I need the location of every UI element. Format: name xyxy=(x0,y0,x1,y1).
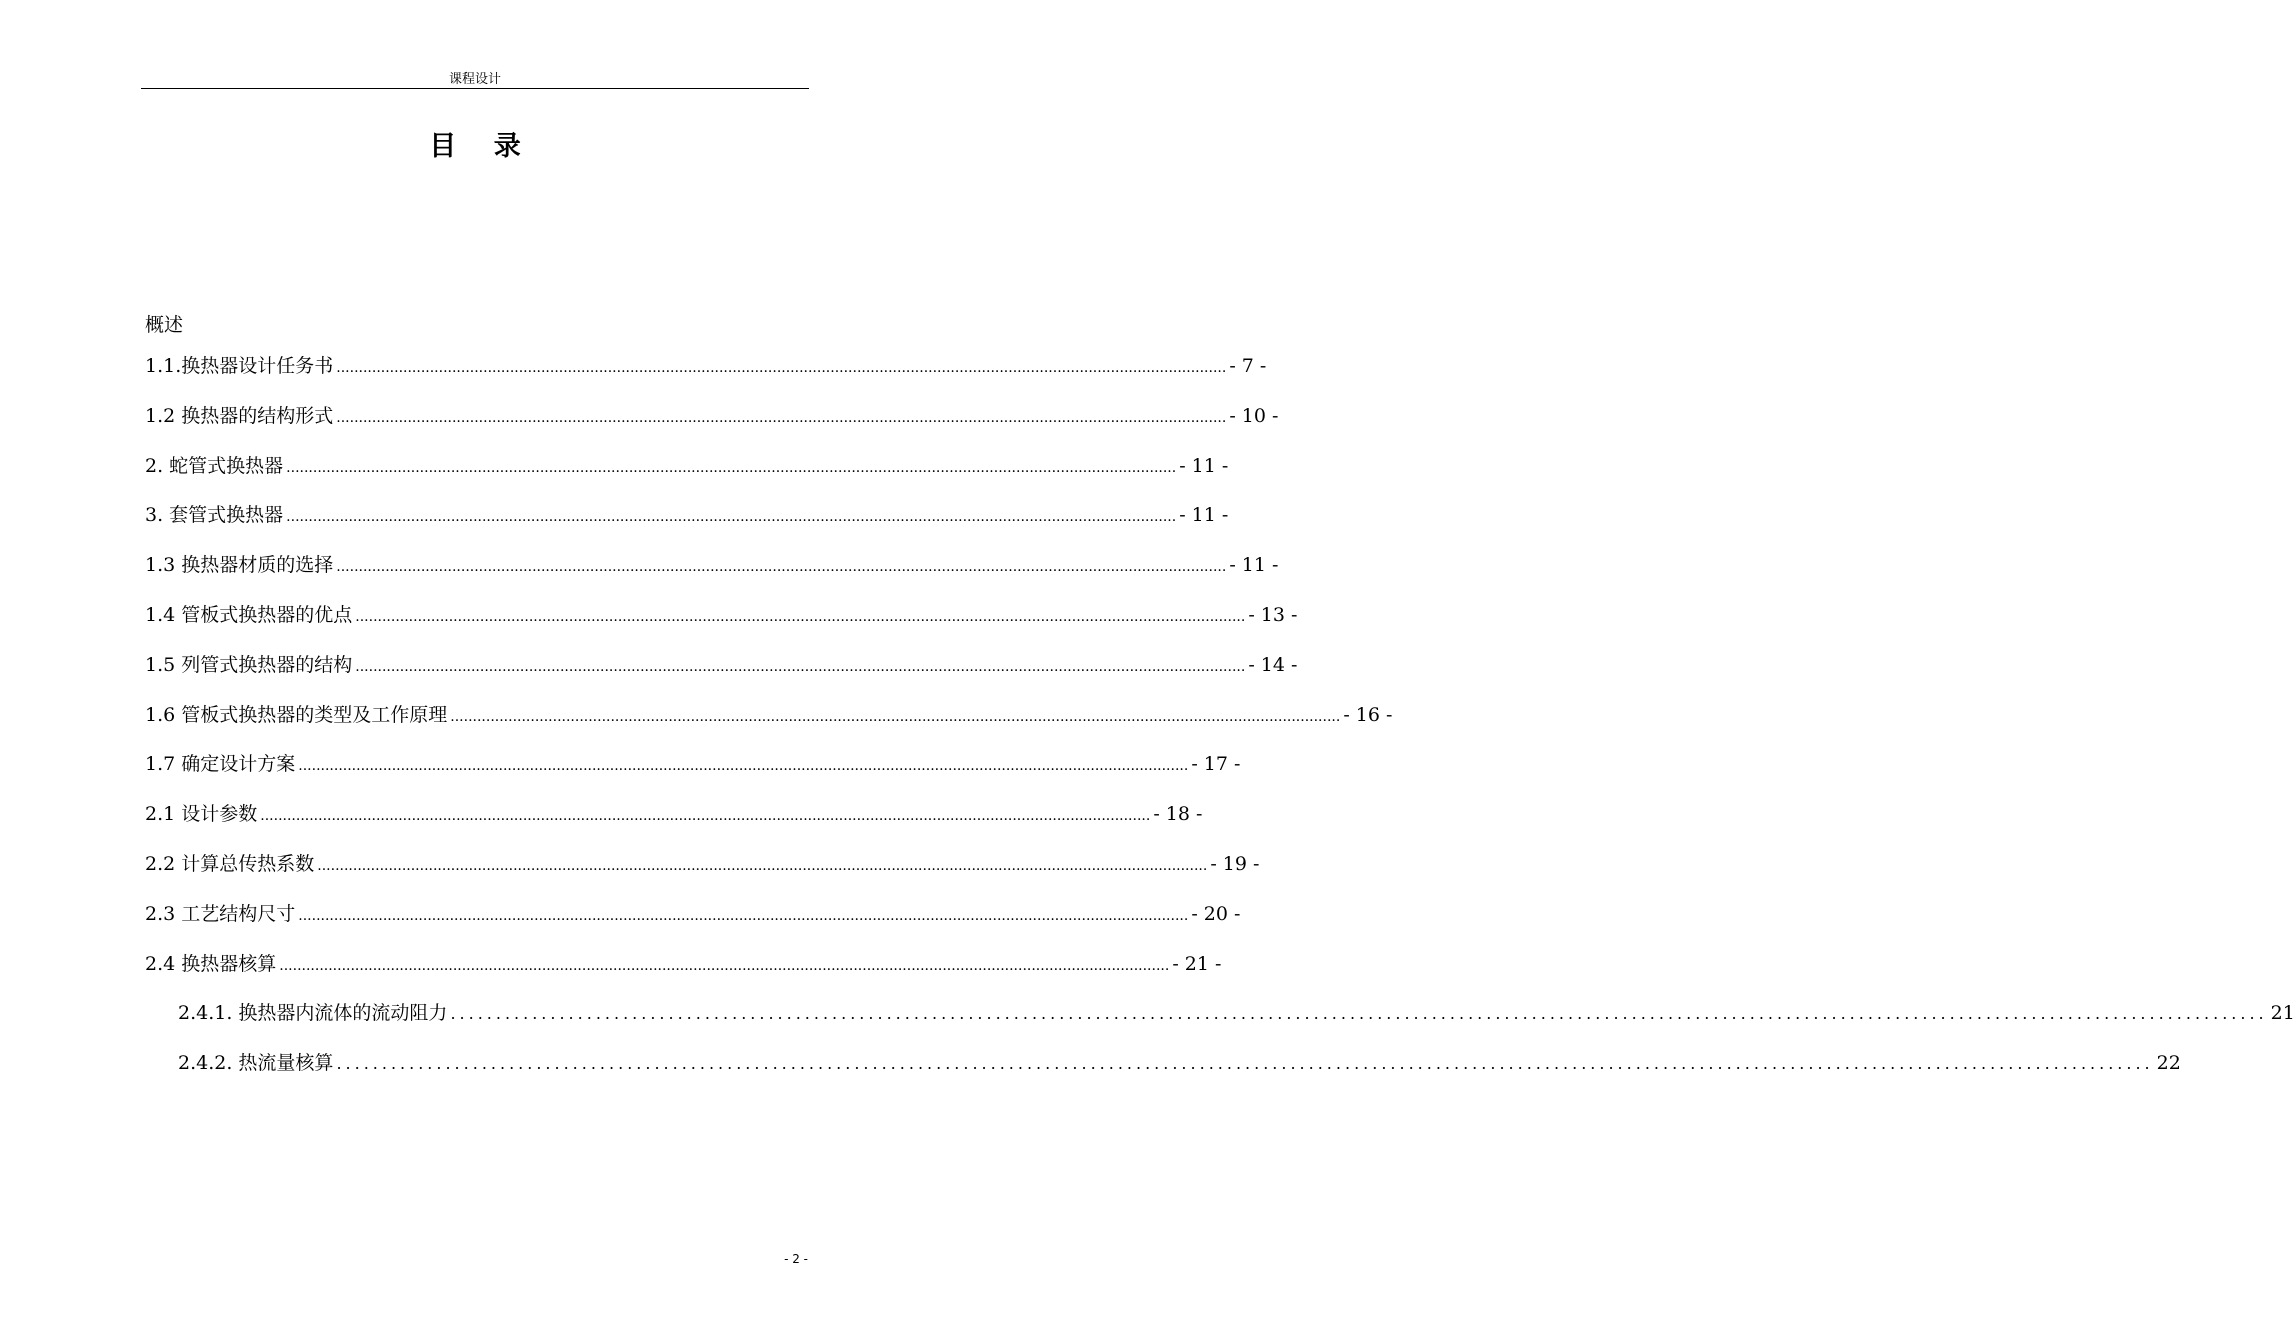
toc-heading: 概述 xyxy=(145,314,184,336)
toc-entry[interactable] xyxy=(145,851,1260,901)
page-title: 目 录 xyxy=(429,131,535,162)
page-header: 课程设计 xyxy=(448,72,501,87)
toc-entry-title: 1.2 换热器的结构形式 xyxy=(145,404,334,427)
toc-entry-page: - 21 - xyxy=(1172,952,1222,975)
toc-leader-dots: ........................................................................................................................................................................................................ xyxy=(286,459,1177,476)
toc-leader-dots: ........................................................................................................................................................................................................ xyxy=(336,559,1227,576)
toc-entry-page: - 19 - xyxy=(1210,852,1260,875)
toc-entry-title: 2.3 工艺结构尺寸 xyxy=(145,902,296,925)
toc-entry-title: 1.7 确定设计方案 xyxy=(145,753,296,776)
header-divider xyxy=(141,88,809,89)
toc-leader-dots: ........................................................................................................................................................................................................ xyxy=(450,708,1341,725)
toc-entry-title: 2. 蛇管式换热器 xyxy=(145,454,284,477)
toc-entry-page: 22 xyxy=(2156,1052,2181,1075)
toc-entry[interactable] xyxy=(145,751,1241,801)
toc-leader-dots: ........................................................................................................................................................................................................ xyxy=(450,1004,2268,1024)
toc-entry-page: - 20 - xyxy=(1191,902,1241,925)
toc-leader-dots: ........................................................................................................................................................................................................ xyxy=(286,509,1177,526)
toc-entry[interactable] xyxy=(145,951,1222,1001)
toc-entry-title: 2.4.1. 换热器内流体的流动阻力 xyxy=(178,1002,448,1025)
toc-entry-page: - 11 - xyxy=(1229,554,1279,577)
toc-entry-page: - 14 - xyxy=(1248,653,1298,676)
toc-entry-title: 1.3 换热器材质的选择 xyxy=(145,554,334,577)
toc-entry[interactable] xyxy=(145,652,1298,702)
toc-leader-dots: ........................................................................................................................................................................................................ xyxy=(355,608,1246,625)
toc-entry-page: - 17 - xyxy=(1191,753,1241,776)
toc-entry-page: - 11 - xyxy=(1179,504,1229,527)
toc-entry-page: - 10 - xyxy=(1229,404,1279,427)
toc-subentry[interactable] xyxy=(145,1050,2181,1100)
toc-leader-dots: ........................................................................................................................................................................................................ xyxy=(317,857,1208,874)
toc-entry-title: 1.4 管板式换热器的优点 xyxy=(145,603,353,626)
page-number: - 2 - xyxy=(784,1252,808,1266)
toc-entry[interactable] xyxy=(145,602,1298,652)
toc-entry[interactable] xyxy=(145,801,1203,851)
toc-entry[interactable] xyxy=(145,403,1279,453)
toc-entry-page: - 18 - xyxy=(1153,803,1203,826)
toc-entry[interactable] xyxy=(145,552,1279,602)
toc-leader-dots: ........................................................................................................................................................................................................ xyxy=(260,808,1151,825)
toc-entry-title: 2.1 设计参数 xyxy=(145,803,258,826)
toc-entry-title: 2.2 计算总传热系数 xyxy=(145,852,315,875)
toc-entry-page: 21 xyxy=(2270,1002,2295,1025)
toc-entry[interactable] xyxy=(145,353,1267,403)
toc-entry[interactable] xyxy=(145,502,1229,552)
toc-entry-title: 2.4.2. 热流量核算 xyxy=(178,1052,334,1075)
toc-leader-dots: ........................................................................................................................................................................................................ xyxy=(336,409,1227,426)
toc-entry[interactable] xyxy=(145,901,1241,951)
toc-entry-page: - 7 - xyxy=(1229,355,1267,377)
toc-subentry[interactable] xyxy=(145,1000,2295,1050)
toc-entry-page: - 13 - xyxy=(1248,603,1298,626)
toc-entry-title: 2.4 换热器核算 xyxy=(145,952,277,975)
toc-leader-dots: ........................................................................................................................................................................................................ xyxy=(298,907,1189,924)
toc-entry-page: - 11 - xyxy=(1179,454,1229,477)
toc-entry[interactable] xyxy=(145,453,1229,503)
toc-leader-dots: ........................................................................................................................................................................................................ xyxy=(279,957,1170,974)
toc-leader-dots: ........................................................................................................................................................................................................ xyxy=(336,1054,2154,1074)
toc-leader-dots: ........................................................................................................................................................................................................ xyxy=(298,758,1189,775)
toc-entry-title: 1.1.换热器设计任务书 xyxy=(145,355,334,377)
table-of-contents xyxy=(145,353,2295,1100)
toc-entry-page: - 16 - xyxy=(1343,703,1393,726)
toc-entry-title: 1.5 列管式换热器的结构 xyxy=(145,653,353,676)
toc-entry-title: 3. 套管式换热器 xyxy=(145,504,284,527)
toc-leader-dots: ........................................................................................................................................................................................................ xyxy=(355,658,1246,675)
toc-entry[interactable] xyxy=(145,702,1393,752)
toc-leader-dots: ........................................................................................................................................................................................................ xyxy=(336,360,1227,376)
toc-entry-title: 1.6 管板式换热器的类型及工作原理 xyxy=(145,703,448,726)
